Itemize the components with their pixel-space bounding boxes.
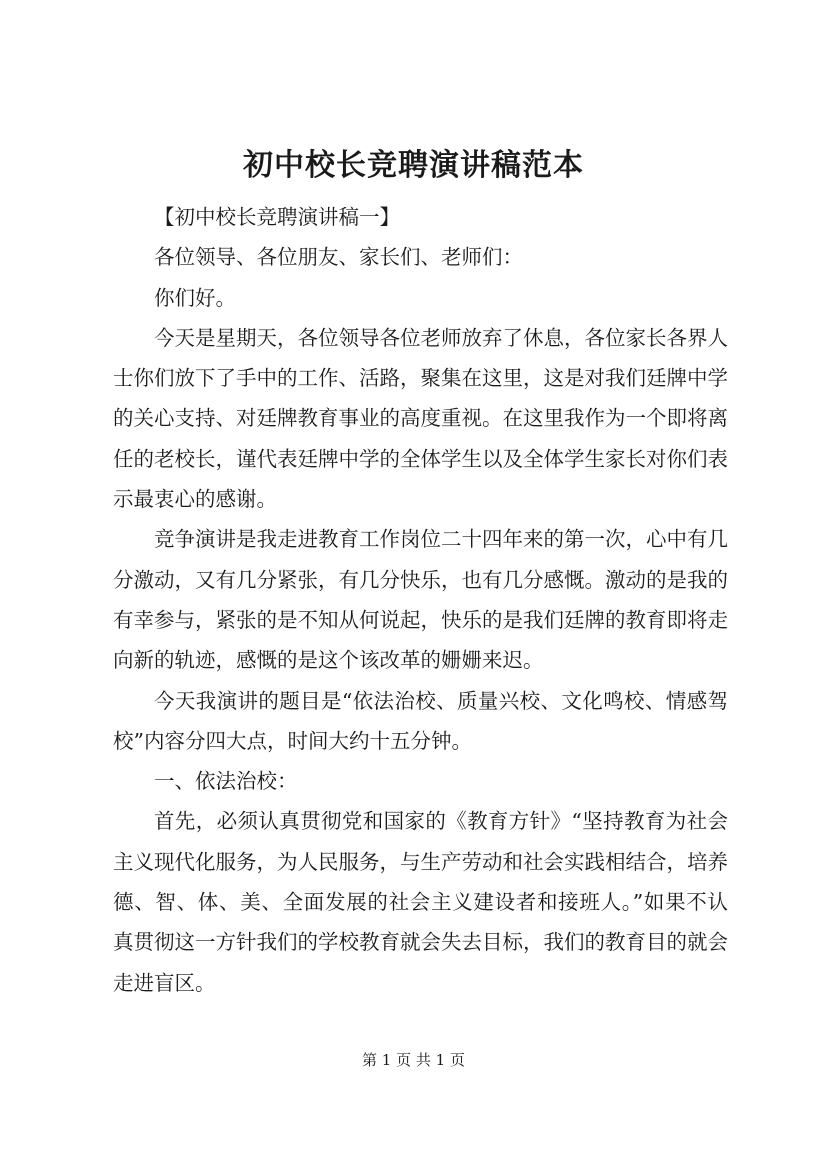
paragraph: 竞争演讲是我走进教育工作岗位二十四年来的第一次，心中有几分激动，又有几分紧张，有几分快乐，也有几分感慨。激动的是我的有幸参与，紧张的是不知从何说起，快乐的是我们廷牌的教育即将走向新的轨迹，感慨的是这个该改革的姗姗来迟。 [113, 527, 728, 673]
paragraph: 今天是星期天，各位领导各位老师放弃了休息，各位家长各界人士你们放下了手中的工作、活路，聚集在这里，这是对我们廷牌中学的关心支持、对廷牌教育事业的高度重视。在这里我作为一个即将离任的老校长，谨代表廷牌中学的全体学生以及全体学生家长对你们表示最衷心的感谢。 [113, 325, 728, 512]
paragraph: 今天我演讲的题目是“依法治校、质量兴校、文化鸣校、情感驾校”内容分四大点，时间大约十五分钟。 [113, 688, 728, 753]
section-heading: 【初中校长竞聘演讲稿一】 [154, 205, 400, 229]
paragraph: 首先，必须认真贯彻党和国家的《教育方针》“坚持教育为社会主义现代化服务，为人民服务，与生产劳动和社会实践相结合，培养德、智、体、美、全面发展的社会主义建设者和接班人。”如果不认真贯彻这一方针我们的学校教育就会失去目标，我们的教育目的就会走进盲区。 [113, 809, 728, 995]
greeting: 你们好。 [154, 285, 236, 310]
salutation: 各位领导、各位朋友、家长们、老师们： [154, 245, 523, 270]
document-body [113, 197, 728, 1003]
page-footer: 第 1 页 共 1 页 [362, 1051, 465, 1069]
document-title: 初中校长竞聘演讲稿范本 [243, 148, 584, 183]
subsection-heading: 一、依法治校： [154, 769, 298, 794]
